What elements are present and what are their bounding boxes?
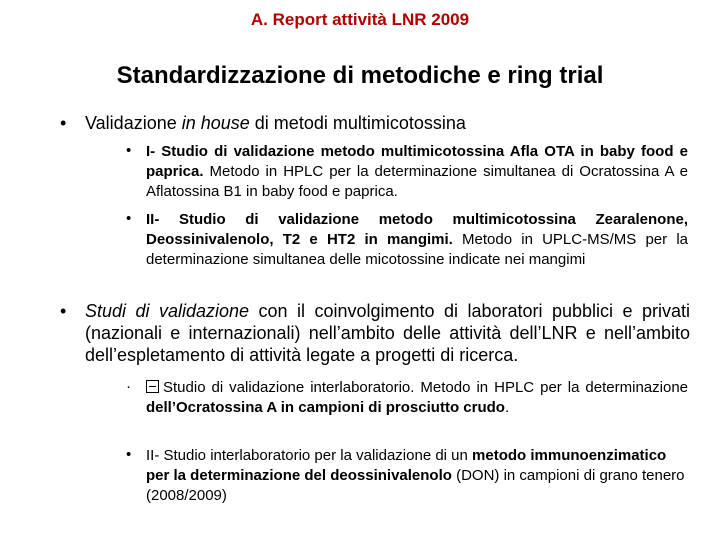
sub-bullet-text: II- Studio interlaboratorio per la validazione di un metodo immunoenzimatico per la determinazione del deossinivalenolo (DON) in campioni di grano tenero (2008/2009) <box>146 447 685 504</box>
bullet-text: Validazione in house di metodi multimicotossina <box>85 113 466 133</box>
bullet-studi-validazione <box>60 300 690 370</box>
sub-bullet-studio-2 <box>126 210 688 292</box>
bullet-dot: · <box>126 378 131 395</box>
bullet-text: Studi di validazione con il coinvolgimento di laboratori pubblici e privati (nazionali e internazionali) nell’ambito delle attività dell’LNR e nell’ambito dell’espletamento di attività legate a progetti di ricerca. <box>85 301 690 365</box>
bullet-dot: • <box>60 301 67 321</box>
report-header: A. Report attività LNR 2009 <box>250 10 470 29</box>
sub-bullet-text: Studio di validazione interlaboratorio. Metodo in HPLC per la determinazione dell’Ocratossina A in campioni di prosciutto crudo. <box>146 379 688 416</box>
slide-title: Standardizzazione di metodiche e ring trial <box>116 62 604 89</box>
bullet-dot: • <box>60 113 67 133</box>
sub-bullet-text: I- Studio di validazione metodo multimicotossina Afla OTA in baby food e paprica. Metodo in HPLC per la determinazione simultanea di Ocratossina A e Aflatossina B1 in baby food e paprica. <box>146 143 689 200</box>
sub-bullet-interlab-2 <box>126 446 688 508</box>
sub-bullet-studio-1 <box>126 142 688 204</box>
bullet-dot: • <box>126 210 132 227</box>
sub-bullet-interlab-1 <box>126 378 688 440</box>
sub-bullet-text: II- Studio di validazione metodo multimicotossina Zearalenone, Deossinivalenolo, T2 e HT2 in mangimi. Metodo in UPLC-MS/MS per la determinazione simultanea delle micotossine indicate nei mangimi <box>146 211 688 268</box>
bullet-dot: • <box>126 446 132 463</box>
collapse-box-icon <box>146 380 159 393</box>
bullet-validazione <box>60 112 690 136</box>
bullet-dot: • <box>126 142 132 159</box>
